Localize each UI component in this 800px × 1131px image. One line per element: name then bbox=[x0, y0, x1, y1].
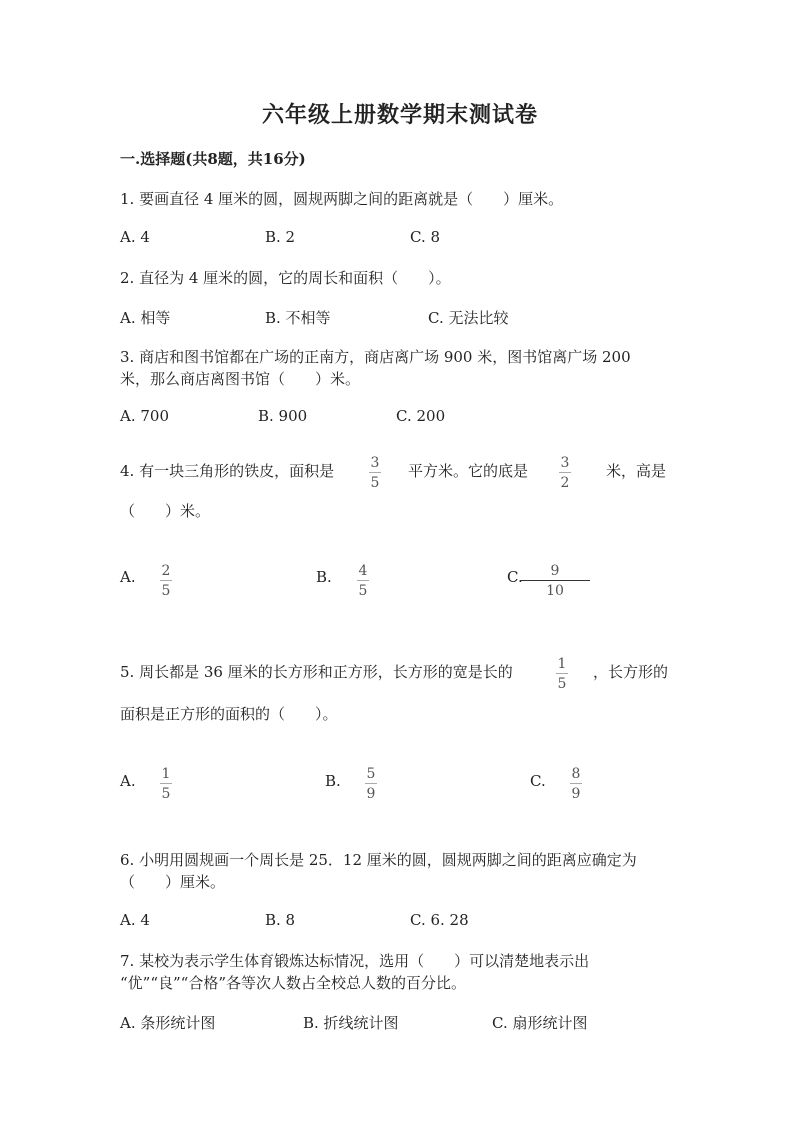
fraction-numerator: 9 bbox=[550, 563, 560, 579]
fraction-numerator: 4 bbox=[358, 563, 368, 579]
section-heading: 一.选择题(共8题，共16分) bbox=[120, 150, 306, 168]
question-4-option-b-fraction bbox=[357, 563, 369, 599]
question-5-line-2: 面积是正方形的面积的（ ）。 bbox=[120, 705, 338, 723]
fraction-bar bbox=[559, 472, 571, 473]
fraction-numerator: 1 bbox=[161, 766, 171, 782]
fraction-numerator: 8 bbox=[571, 766, 581, 782]
fraction-denominator: 5 bbox=[161, 583, 171, 599]
question-3-line-2: 米，那么商店离图书馆（ ）米。 bbox=[120, 370, 361, 388]
fraction-numerator: 1 bbox=[557, 656, 567, 672]
fraction-numerator: 3 bbox=[560, 455, 570, 471]
question-4-option-b-label: B. bbox=[316, 568, 332, 586]
question-6-line-1: 6. 小明用圆规画一个周长是 25．12 厘米的圆，圆规两脚之间的距离应确定为 bbox=[120, 851, 637, 869]
question-5-option-c-fraction bbox=[570, 766, 582, 802]
question-5-option-c-label: C. bbox=[530, 772, 546, 790]
question-4-option-a-fraction bbox=[160, 563, 172, 599]
question-7-line-1: 7. 某校为表示学生体育锻炼达标情况，选用（ ）可以清楚地表示出 bbox=[120, 952, 590, 970]
question-5-text-part-2: ，长方形的 bbox=[593, 663, 669, 681]
question-7-line-2: “优”“良”“合格”各等次人数占全校总人数的百分比。 bbox=[120, 974, 467, 992]
question-3-option-c: C. 200 bbox=[396, 407, 446, 425]
question-2-option-c: C. 无法比较 bbox=[428, 309, 509, 327]
question-4-option-c-label: C. bbox=[507, 568, 523, 586]
question-7-option-c: C. 扇形统计图 bbox=[492, 1014, 588, 1032]
question-3-option-b: B. 900 bbox=[258, 407, 308, 425]
fraction-bar bbox=[365, 783, 377, 784]
question-3-option-a: A. 700 bbox=[120, 407, 169, 425]
question-6-option-c: C. 6. 28 bbox=[410, 911, 469, 929]
question-1-option-b: B. 2 bbox=[265, 228, 296, 246]
fraction-bar bbox=[160, 783, 172, 784]
fraction-bar bbox=[520, 580, 590, 581]
question-5-option-a-fraction bbox=[160, 766, 172, 802]
question-4-text-part-1: 4. 有一块三角形的铁皮，面积是 bbox=[120, 462, 335, 480]
question-1-text: 1. 要画直径 4 厘米的圆，圆规两脚之间的距离就是（ ）厘米。 bbox=[120, 190, 564, 208]
fraction-denominator: 9 bbox=[571, 786, 581, 802]
question-6-option-b: B. 8 bbox=[265, 911, 296, 929]
question-2-option-a: A. 相等 bbox=[120, 309, 171, 327]
fraction-denominator: 9 bbox=[366, 786, 376, 802]
page-title: 六年级上册数学期末测试卷 bbox=[261, 102, 538, 128]
fraction-bar bbox=[369, 472, 381, 473]
fraction-denominator: 5 bbox=[161, 786, 171, 802]
question-4-text-part-2: 平方米。它的底是 bbox=[408, 462, 529, 480]
question-6-line-2: （ ）厘米。 bbox=[120, 873, 226, 891]
fraction-bar bbox=[160, 580, 172, 581]
question-4-option-c-fraction bbox=[520, 563, 590, 599]
fraction-numerator: 5 bbox=[366, 766, 376, 782]
question-2-text: 2. 直径为 4 厘米的圆，它的周长和面积（ ）。 bbox=[120, 269, 451, 287]
fraction-denominator: 5 bbox=[358, 583, 368, 599]
question-5-ratio-fraction bbox=[556, 656, 568, 692]
question-2-option-b: B. 不相等 bbox=[265, 309, 331, 327]
question-5-option-b-label: B. bbox=[325, 772, 341, 790]
question-7-option-b: B. 折线统计图 bbox=[303, 1014, 399, 1032]
fraction-bar bbox=[556, 673, 568, 674]
question-4-line-2: （ ）米。 bbox=[120, 502, 211, 520]
question-1-option-c: C. 8 bbox=[410, 228, 441, 246]
question-6-option-a: A. 4 bbox=[120, 911, 150, 929]
fraction-denominator: 5 bbox=[370, 475, 380, 491]
question-7-option-a: A. 条形统计图 bbox=[120, 1014, 216, 1032]
question-5-option-b-fraction bbox=[365, 766, 377, 802]
fraction-bar bbox=[357, 580, 369, 581]
question-5-option-a-label: A. bbox=[120, 772, 136, 790]
question-4-area-fraction bbox=[369, 455, 381, 491]
question-4-text-part-3: 米，高是 bbox=[606, 462, 667, 480]
fraction-bar bbox=[570, 783, 582, 784]
question-3-line-1: 3. 商店和图书馆都在广场的正南方，商店离广场 900 米，图书馆离广场 200 bbox=[120, 348, 631, 366]
question-4-option-a-label: A. bbox=[120, 568, 136, 586]
fraction-denominator: 2 bbox=[560, 475, 570, 491]
fraction-numerator: 3 bbox=[370, 455, 380, 471]
fraction-denominator: 10 bbox=[546, 583, 564, 599]
question-4-base-fraction bbox=[559, 455, 571, 491]
question-1-option-a: A. 4 bbox=[120, 228, 150, 246]
question-5-text-part-1: 5. 周长都是 36 厘米的长方形和正方形，长方形的宽是长的 bbox=[120, 663, 513, 681]
fraction-denominator: 5 bbox=[557, 676, 567, 692]
fraction-numerator: 2 bbox=[161, 563, 171, 579]
